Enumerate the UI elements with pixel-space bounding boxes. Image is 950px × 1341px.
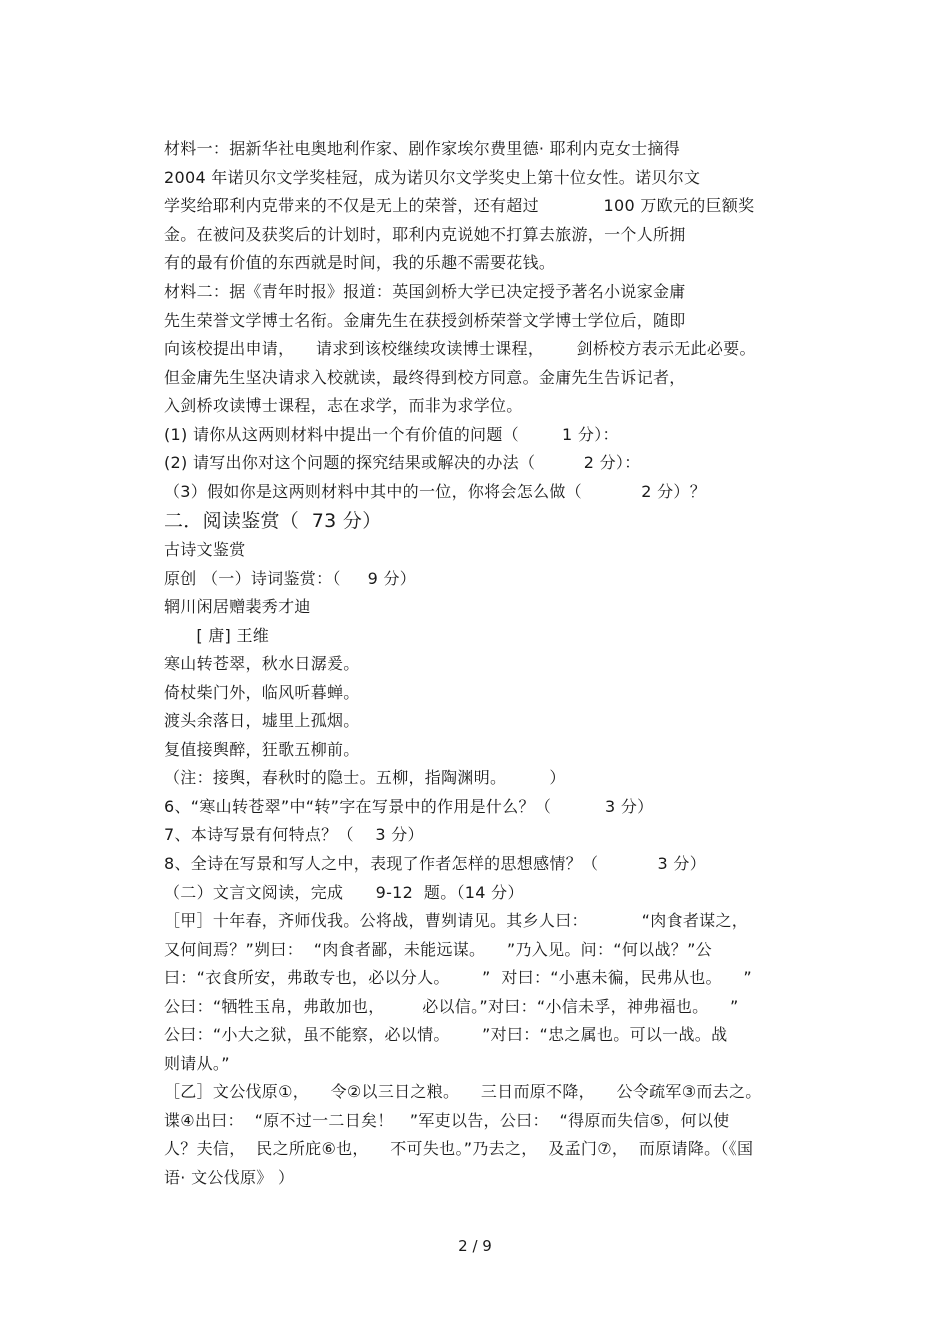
question-line: 7、本诗写景有何特点？（ 3 分）: [164, 825, 424, 844]
question-line: 6、“寒山转苍翠”中“转”字在写景中的作用是什么？（ 3 分）: [164, 797, 654, 816]
question-line: (1) 请你从这两则材料中提出一个有价值的问题（ 1 分）：: [164, 425, 619, 444]
text-line: 有的最有价值的东西就是时间，我的乐趣不需要花钱。: [164, 253, 556, 272]
poem-note: （注：接舆，春秋时的隐士。五柳，指陶渊明。 ）: [164, 768, 566, 787]
text-line: 2004 年诺贝尔文学奖桂冠，成为诺贝尔文学奖史上第十位女性。诺贝尔文: [164, 168, 701, 187]
text-line: 先生荣誉文学博士名衔。金庸先生在获授剑桥荣誉文学博士学位后，随即: [164, 311, 686, 330]
text-line: 人？夫信， 民之所庇⑥也， 不可失也。”乃去之， 及孟门⑦， 而原请降。（《国: [164, 1139, 754, 1158]
text-line: 又何间焉？”刿曰： “肉食者鄙，未能远谋。 ”乃入见。问：“何以战？”公: [164, 940, 712, 959]
poem-line: 寒山转苍翠，秋水日潺爰。: [164, 654, 360, 673]
poem-line: 渡头余落日，墟里上孤烟。: [164, 711, 360, 730]
text-line: 材料一：据新华社电奥地利作家、剧作家埃尔费里德· 耶利内克女士摘得: [164, 139, 681, 158]
text-line: 入剑桥攻读博士课程，志在求学，而非为求学位。: [164, 396, 523, 415]
text-line: 谍④出曰： “原不过一二日矣！ ”军吏以告，公曰： “得原而失信⑤，何以使: [164, 1111, 730, 1130]
subsection-heading: 古诗文鉴赏: [164, 540, 246, 559]
text-line: 金。在被问及获奖后的计划时，耶利内克说她不打算去旅游，一个人所拥: [164, 225, 686, 244]
text-line: ［甲］十年春，齐师伐我。公将战，曹刿请见。其乡人曰： “肉食者谋之，: [164, 911, 749, 930]
poem-author: [ 唐] 王维: [164, 626, 270, 645]
subsection-heading: （二）文言文阅读，完成 9-12 题。（14 分）: [164, 883, 524, 902]
text-line: 公曰：“小大之狱，虽不能察，必以情。 ”对曰：“忠之属也。可以一战。战: [164, 1025, 728, 1044]
poem-title: 辋川闲居赠裴秀才迪: [164, 597, 311, 616]
text-line: 则请从。”: [164, 1054, 230, 1073]
page-number: 2 / 9: [458, 1237, 492, 1255]
section-heading: 二．阅读鉴赏（ 73 分）: [164, 510, 382, 532]
text-line: 但金庸先生坚决请求入校就读，最终得到校方同意。金庸先生告诉记者，: [164, 368, 686, 387]
question-line: （3）假如你是这两则材料中其中的一位，你将会怎么做（ 2 分）？: [164, 482, 706, 501]
question-line: 8、全诗在写景和写人之中，表现了作者怎样的思想感情？（ 3 分）: [164, 854, 706, 873]
text-line: 曰：“衣食所安，弗敢专也，必以分人。 ” 对曰：“小惠未徧，民弗从也。 ”: [164, 968, 752, 987]
text-line: 公曰：“牺牲玉帛，弗敢加也， 必以信。”对曰：“小信未孚，神弗福也。 ”: [164, 997, 739, 1016]
text-line: 材料二：据《青年时报》报道：英国剑桥大学已决定授予著名小说家金庸: [164, 282, 686, 301]
text-line: 语· 文公伐原》 ）: [164, 1168, 295, 1187]
poem-line: 复值接舆醉，狂歌五柳前。: [164, 740, 360, 759]
subsection-heading: 原创 （一）诗词鉴赏：（ 9 分）: [164, 569, 417, 588]
question-line: (2) 请写出你对这个问题的探究结果或解决的办法（ 2 分）：: [164, 453, 641, 472]
text-line: 学奖给耶利内克带来的不仅是无上的荣誉，还有超过 100 万欧元的巨额奖: [164, 196, 755, 215]
poem-line: 倚杖柴门外，临风听暮蝉。: [164, 683, 360, 702]
text-line: 向该校提出申请， 请求到该校继续攻读博士课程， 剑桥校方表示无此必要。: [164, 339, 756, 358]
text-line: ［乙］文公伐原①， 令②以三日之粮。 三日而原不降， 公令疏军③而去之。: [164, 1082, 762, 1101]
